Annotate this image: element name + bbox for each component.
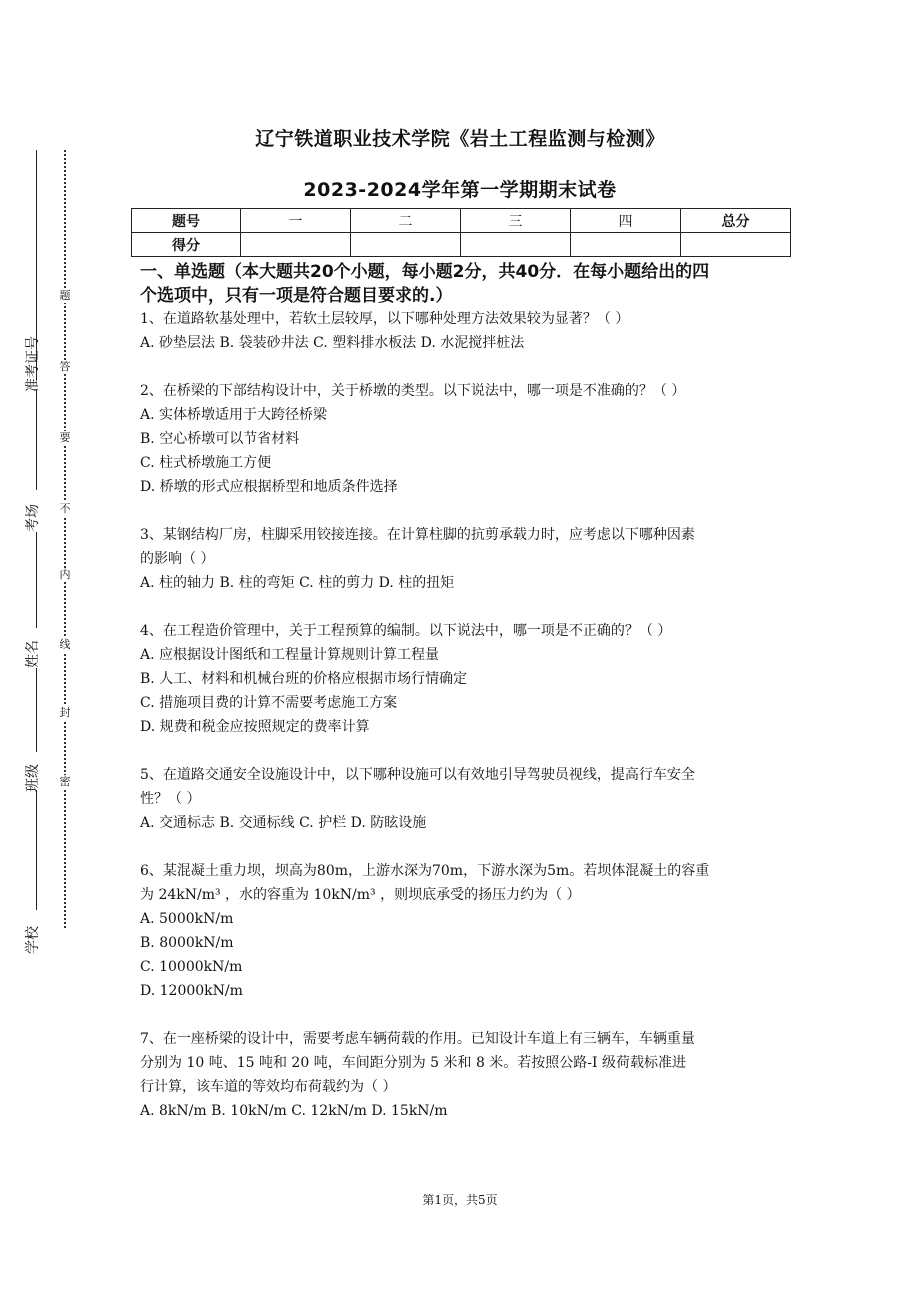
score-cell — [681, 233, 791, 257]
seal-char: 题 — [59, 289, 71, 302]
question-options: A. 交通标志 B. 交通标线 C. 护栏 D. 防眩设施 — [140, 815, 427, 831]
question-option: B. 8000kN/m — [140, 935, 234, 951]
seal-char: 线 — [59, 638, 71, 651]
margin-field-class: 班级 — [25, 764, 41, 792]
seal-char: 内 — [59, 568, 71, 581]
question-option: D. 12000kN/m — [140, 983, 243, 999]
score-table — [131, 208, 791, 257]
question-stem: 1、在道路软基处理中，若软土层较厚，以下哪种处理方法效果较为显著？（ ） — [140, 311, 630, 327]
question-option: A. 应根据设计图纸和工程量计算规则计算工程量 — [140, 647, 440, 663]
question-6 — [140, 859, 792, 1003]
question-3 — [140, 523, 792, 595]
question-option: B. 人工、材料和机械台班的价格应根据市场行情确定 — [140, 671, 468, 687]
section-heading-line: 个选项中，只有一项是符合题目要求的.） — [140, 286, 453, 306]
seal-char: 密 — [59, 775, 71, 788]
margin-field-room: 考场 — [25, 504, 41, 532]
margin-rule-2 — [36, 532, 37, 628]
question-stem: 性？（ ） — [140, 791, 201, 807]
exam-title-line2: 2023-2024学年第一学期期末试卷 — [303, 179, 617, 201]
question-stem: 分别为 10 吨、15 吨和 20 吨，车间距分别为 5 米和 8 米。若按照公路-I 级荷载标准进 — [140, 1055, 687, 1071]
question-stem: 的影响（ ） — [140, 551, 215, 567]
seal-char: 不 — [59, 502, 71, 515]
score-cell — [351, 233, 461, 257]
margin-rule-3 — [36, 668, 37, 752]
question-stem: 为 24kN/m³ ，水的容重为 10kN/m³ ，则坝底承受的扬压力约为（ ） — [140, 887, 581, 903]
question-1 — [140, 307, 792, 355]
score-cell — [461, 233, 571, 257]
score-header-cell: 题号 — [132, 209, 241, 233]
margin-field-school: 学校 — [25, 926, 41, 954]
question-list — [140, 307, 792, 1123]
score-row-label: 得分 — [132, 233, 241, 257]
section-heading-line: 一、单选题（本大题共20个小题，每小题2分，共40分．在每小题给出的四 — [140, 262, 710, 282]
score-table-header-row — [132, 209, 791, 233]
score-header-cell: 四 — [571, 209, 681, 233]
question-stem: 2、在桥梁的下部结构设计中，关于桥墩的类型。以下说法中，哪一项是不准确的？（ ） — [140, 383, 686, 399]
question-option: C. 10000kN/m — [140, 959, 243, 975]
section-heading — [140, 260, 790, 308]
question-options: A. 8kN/m B. 10kN/m C. 12kN/m D. 15kN/m — [140, 1103, 448, 1119]
question-option: D. 规费和税金应按照规定的费率计算 — [140, 719, 370, 735]
question-5 — [140, 763, 792, 835]
seal-char: 要 — [59, 431, 71, 444]
score-header-cell: 二 — [351, 209, 461, 233]
score-header-cell: 一 — [241, 209, 351, 233]
margin-field-name: 姓名 — [25, 640, 41, 668]
question-option: B. 空心桥墩可以节省材料 — [140, 431, 300, 447]
score-cell — [571, 233, 681, 257]
question-stem: 6、某混凝土重力坝，坝高为80m，上游水深为70m，下游水深为5m。若坝体混凝土的容重 — [140, 863, 710, 879]
seal-dotted-line — [64, 150, 66, 928]
question-2 — [140, 379, 792, 499]
question-stem: 3、某钢结构厂房，柱脚采用铰接连接。在计算柱脚的抗剪承载力时，应考虑以下哪种因素 — [140, 527, 695, 543]
question-option: A. 5000kN/m — [140, 911, 234, 927]
seal-char: 答 — [59, 360, 71, 373]
question-options: A. 柱的轴力 B. 柱的弯矩 C. 柱的剪力 D. 柱的扭矩 — [140, 575, 455, 591]
question-stem: 5、在道路交通安全设施设计中，以下哪种设施可以有效地引导驾驶员视线，提高行车安全 — [140, 767, 695, 783]
question-option: A. 实体桥墩适用于大跨径桥梁 — [140, 407, 328, 423]
score-cell — [241, 233, 351, 257]
question-7 — [140, 1027, 792, 1123]
page-footer: 第1页，共5页 — [422, 1193, 498, 1207]
score-header-cell: 总分 — [681, 209, 791, 233]
question-option: D. 桥墩的形式应根据桥型和地质条件选择 — [140, 479, 398, 495]
question-stem: 行计算，该车道的等效均布荷载约为（ ） — [140, 1079, 397, 1095]
exam-title-line1: 辽宁铁道职业技术学院《岩土工程监测与检测》 — [255, 128, 665, 150]
margin-field-exam-id: 准考证号 — [25, 336, 41, 392]
score-header-cell: 三 — [461, 209, 571, 233]
question-option: C. 措施项目费的计算不需要考虑施工方案 — [140, 695, 398, 711]
question-stem: 4、在工程造价管理中，关于工程预算的编制。以下说法中，哪一项是不正确的？（ ） — [140, 623, 672, 639]
question-stem: 7、在一座桥梁的设计中，需要考虑车辆荷载的作用。已知设计车道上有三辆车，车辆重量 — [140, 1031, 695, 1047]
seal-char: 封 — [59, 706, 71, 719]
score-table-score-row — [132, 233, 791, 257]
question-4 — [140, 619, 792, 739]
margin-rule-4 — [36, 790, 37, 910]
question-option: C. 柱式桥墩施工方便 — [140, 455, 272, 471]
question-options: A. 砂垫层法 B. 袋装砂井法 C. 塑料排水板法 D. 水泥搅拌桩法 — [140, 335, 525, 351]
margin-rule-1 — [36, 390, 37, 490]
